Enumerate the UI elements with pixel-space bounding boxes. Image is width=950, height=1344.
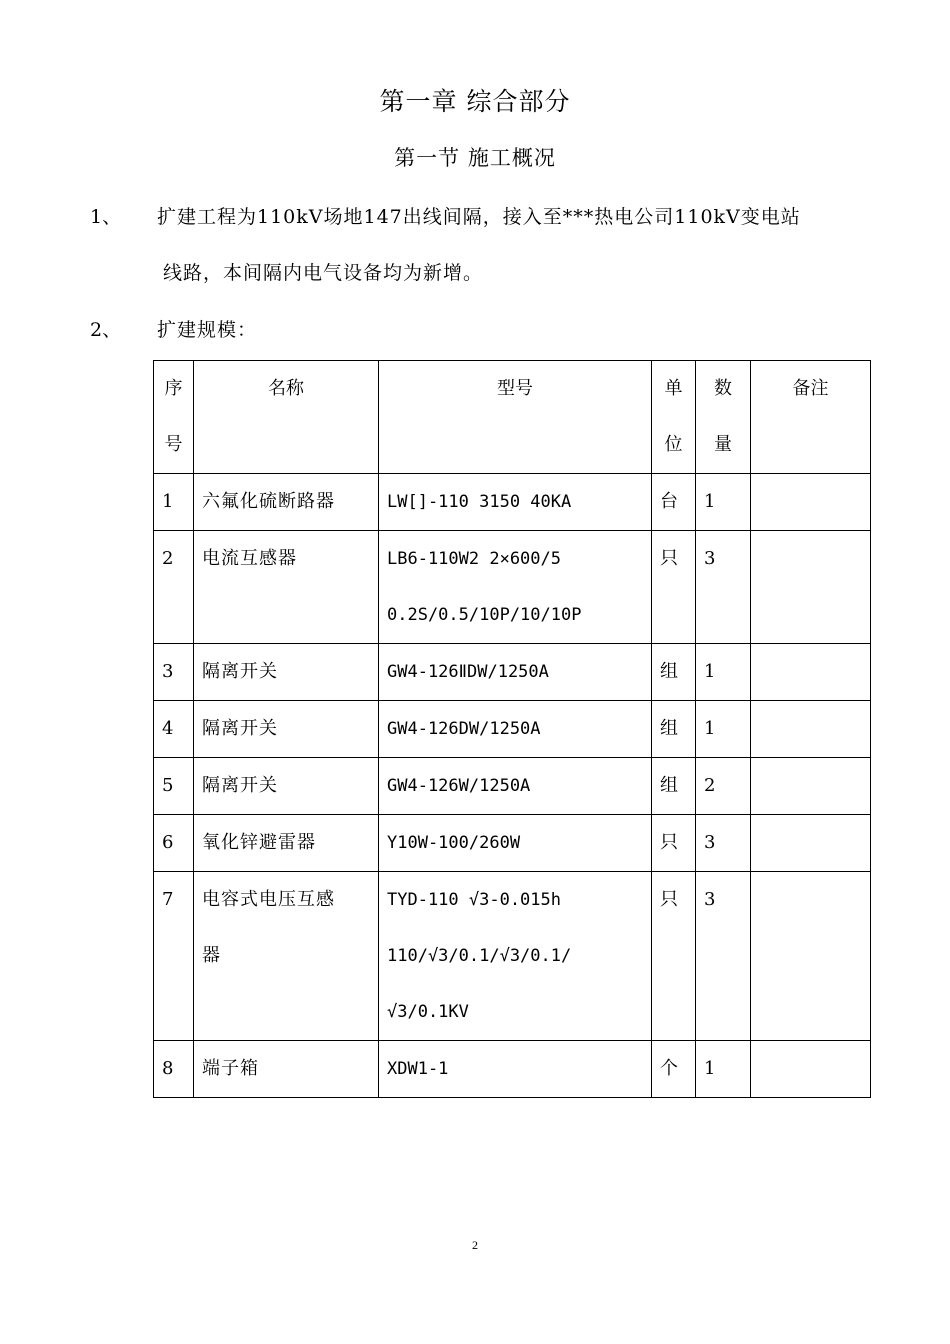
header-model-label: 型号 bbox=[497, 378, 533, 399]
cell-model-line-1: LW[]-110 3150 40KA bbox=[387, 492, 572, 512]
cell-model-line-3: √3/0.1KV bbox=[387, 1002, 469, 1022]
cell-seq bbox=[154, 872, 194, 1041]
cell-seq-line-1: 3 bbox=[162, 661, 174, 682]
cell-model-line-1: TYD-110 √3-0.015h bbox=[387, 890, 561, 910]
item-2-text: 扩建规模： bbox=[157, 319, 258, 341]
cell-qty bbox=[696, 531, 751, 644]
cell-name bbox=[194, 701, 379, 758]
cell-model bbox=[379, 1041, 652, 1098]
cell-remark bbox=[751, 701, 871, 758]
cell-qty bbox=[696, 474, 751, 531]
cell-name bbox=[194, 758, 379, 815]
cell-model-line-2: 110/√3/0.1/√3/0.1/ bbox=[387, 946, 572, 966]
table-row bbox=[154, 531, 871, 644]
page-number: 2 bbox=[472, 1238, 478, 1252]
cell-qty-line-1: 1 bbox=[704, 1058, 716, 1079]
cell-name-line-1: 电容式电压互感 bbox=[202, 889, 335, 910]
cell-unit-line-1: 台 bbox=[660, 491, 678, 512]
cell-qty bbox=[696, 872, 751, 1041]
header-qty bbox=[696, 361, 751, 474]
cell-seq bbox=[154, 1041, 194, 1098]
section-title: 第一节 施工概况 bbox=[394, 146, 556, 170]
cell-remark-line-1 bbox=[759, 872, 864, 928]
cell-unit bbox=[652, 815, 696, 872]
cell-remark-line-1 bbox=[759, 474, 864, 530]
cell-seq bbox=[154, 758, 194, 815]
cell-seq bbox=[154, 815, 194, 872]
cell-model-line-1: GW4-126ⅡDW/1250A bbox=[387, 662, 549, 682]
cell-name-line-1: 六氟化硫断路器 bbox=[202, 491, 335, 512]
header-unit-line-2: 位 bbox=[664, 434, 683, 455]
cell-qty-line-1: 1 bbox=[704, 661, 716, 682]
cell-unit-line-1: 组 bbox=[660, 661, 678, 682]
table-row bbox=[154, 815, 871, 872]
cell-qty-line-1: 2 bbox=[704, 775, 716, 796]
cell-qty bbox=[696, 701, 751, 758]
cell-model-line-1: GW4-126W/1250A bbox=[387, 776, 531, 796]
cell-name-line-1: 隔离开关 bbox=[202, 718, 278, 739]
item-1-number: 1、 bbox=[90, 206, 122, 228]
cell-name-line-1: 氧化锌避雷器 bbox=[202, 832, 316, 853]
cell-qty bbox=[696, 758, 751, 815]
header-remark bbox=[751, 361, 871, 474]
cell-seq-line-1: 8 bbox=[162, 1058, 174, 1079]
cell-model-line-1: XDW1-1 bbox=[387, 1059, 449, 1079]
cell-model bbox=[379, 701, 652, 758]
cell-name bbox=[194, 474, 379, 531]
cell-unit bbox=[652, 872, 696, 1041]
cell-unit bbox=[652, 701, 696, 758]
item-1-text-line-2: 线路，本间隔内电气设备均为新增。 bbox=[163, 262, 484, 284]
cell-unit-line-1: 个 bbox=[660, 1058, 678, 1079]
cell-seq bbox=[154, 701, 194, 758]
cell-unit-line-1: 只 bbox=[660, 832, 678, 853]
cell-remark bbox=[751, 872, 871, 1041]
cell-remark bbox=[751, 531, 871, 644]
cell-remark bbox=[751, 1041, 871, 1098]
header-remark-label: 备注 bbox=[792, 378, 829, 399]
item-1-text-line-1: 扩建工程为110kV场地147出线间隔，接入至***热电公司110kV变电站 bbox=[157, 206, 801, 228]
cell-unit bbox=[652, 758, 696, 815]
cell-model bbox=[379, 531, 652, 644]
cell-seq-line-1: 1 bbox=[162, 491, 174, 512]
cell-remark-line-1 bbox=[759, 815, 864, 871]
cell-name bbox=[194, 815, 379, 872]
cell-model bbox=[379, 474, 652, 531]
cell-seq bbox=[154, 531, 194, 644]
header-seq bbox=[154, 361, 194, 474]
cell-name-line-1: 电流互感器 bbox=[202, 548, 297, 569]
table-body bbox=[154, 474, 871, 1098]
chapter-title: 第一章 综合部分 bbox=[379, 87, 571, 116]
cell-unit-line-1: 只 bbox=[660, 889, 678, 910]
cell-remark-line-1 bbox=[759, 1041, 864, 1097]
header-seq-line-2: 号 bbox=[164, 434, 183, 455]
cell-unit bbox=[652, 531, 696, 644]
cell-seq bbox=[154, 644, 194, 701]
header-name-label: 名称 bbox=[268, 378, 304, 399]
cell-remark-line-1 bbox=[759, 701, 864, 757]
cell-unit bbox=[652, 1041, 696, 1098]
cell-name bbox=[194, 531, 379, 644]
cell-name bbox=[194, 644, 379, 701]
table-row bbox=[154, 758, 871, 815]
cell-name-line-1: 端子箱 bbox=[202, 1058, 259, 1079]
cell-unit-line-1: 组 bbox=[660, 775, 678, 796]
cell-qty bbox=[696, 1041, 751, 1098]
cell-unit bbox=[652, 644, 696, 701]
cell-remark bbox=[751, 815, 871, 872]
cell-qty bbox=[696, 815, 751, 872]
cell-model bbox=[379, 758, 652, 815]
expansion-scale-table bbox=[153, 360, 871, 1098]
cell-unit bbox=[652, 474, 696, 531]
cell-qty-line-1: 3 bbox=[704, 832, 716, 853]
cell-qty-line-1: 3 bbox=[704, 548, 716, 569]
table-row bbox=[154, 872, 871, 1041]
cell-name bbox=[194, 1041, 379, 1098]
cell-seq-line-1: 4 bbox=[162, 718, 174, 739]
header-qty-line-1: 数 bbox=[714, 378, 732, 399]
table-header-row bbox=[154, 361, 871, 474]
cell-model bbox=[379, 644, 652, 701]
cell-unit-line-1: 组 bbox=[660, 718, 678, 739]
cell-remark-line-1 bbox=[759, 531, 864, 587]
cell-qty-line-1: 1 bbox=[704, 718, 716, 739]
cell-seq-line-1: 6 bbox=[162, 832, 174, 853]
cell-model-line-2: 0.2S/0.5/10P/10/10P bbox=[387, 605, 582, 625]
cell-name-line-1: 隔离开关 bbox=[202, 661, 278, 682]
cell-seq-line-1: 2 bbox=[162, 548, 174, 569]
cell-remark-line-1 bbox=[759, 644, 864, 700]
cell-qty bbox=[696, 644, 751, 701]
cell-model-line-1: Y10W-100/260W bbox=[387, 833, 521, 853]
table-row bbox=[154, 701, 871, 758]
item-2-number: 2、 bbox=[90, 319, 122, 341]
cell-seq-line-1: 5 bbox=[162, 775, 174, 796]
cell-model-line-1: GW4-126DW/1250A bbox=[387, 719, 541, 739]
cell-model bbox=[379, 815, 652, 872]
cell-unit-line-1: 只 bbox=[660, 548, 678, 569]
header-name bbox=[194, 361, 379, 474]
table-row bbox=[154, 1041, 871, 1098]
cell-model bbox=[379, 872, 652, 1041]
table-row bbox=[154, 474, 871, 531]
cell-name-line-1: 隔离开关 bbox=[202, 775, 278, 796]
cell-seq-line-1: 7 bbox=[162, 889, 174, 910]
cell-name bbox=[194, 872, 379, 1041]
table-row bbox=[154, 644, 871, 701]
header-seq-line-1: 序 bbox=[164, 378, 183, 399]
header-unit bbox=[652, 361, 696, 474]
cell-model-line-1: LB6-110W2 2×600/5 bbox=[387, 549, 561, 569]
cell-name-line-2: 器 bbox=[202, 945, 221, 966]
cell-remark bbox=[751, 758, 871, 815]
cell-remark bbox=[751, 474, 871, 531]
cell-seq bbox=[154, 474, 194, 531]
cell-remark bbox=[751, 644, 871, 701]
header-qty-line-2: 量 bbox=[714, 434, 732, 455]
cell-qty-line-1: 1 bbox=[704, 491, 716, 512]
cell-remark-line-1 bbox=[759, 758, 864, 814]
header-model bbox=[379, 361, 652, 474]
header-unit-line-1: 单 bbox=[664, 378, 683, 399]
cell-qty-line-1: 3 bbox=[704, 889, 716, 910]
